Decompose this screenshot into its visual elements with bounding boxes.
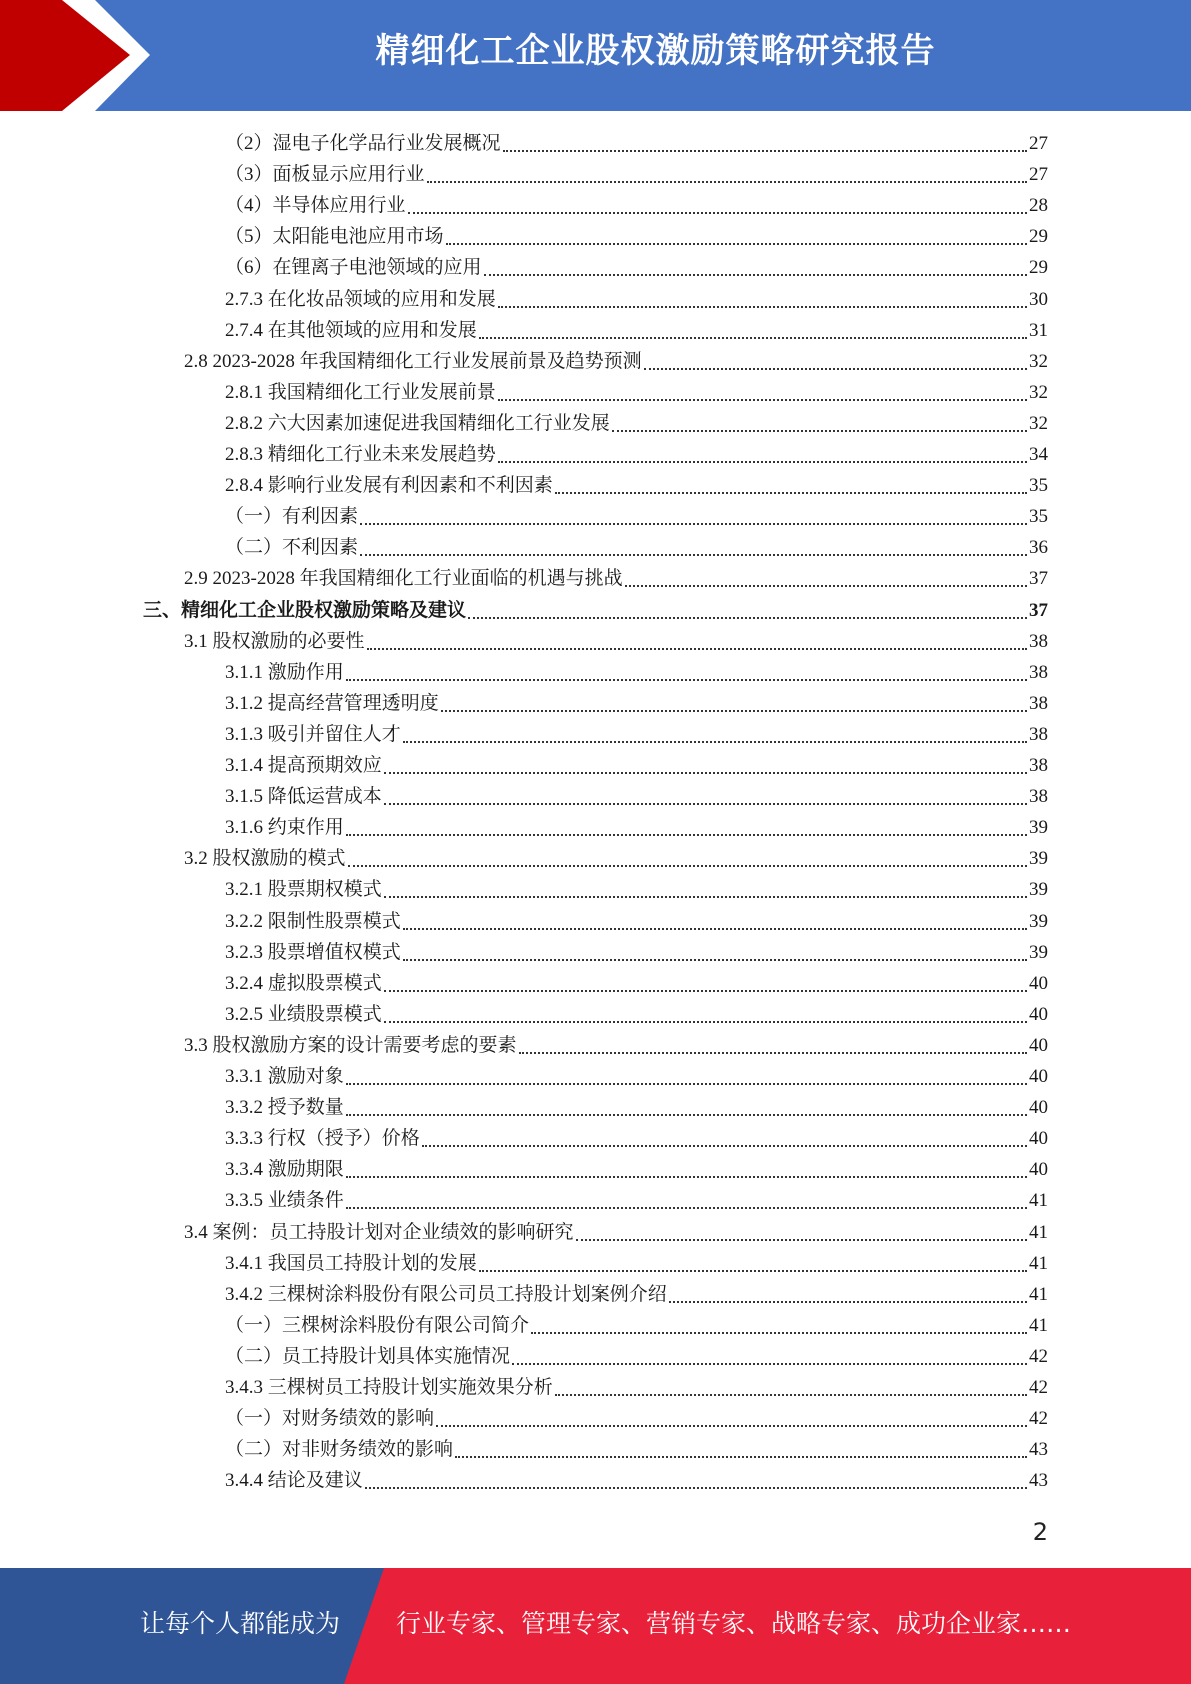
toc-entry-label: （一）有利因素: [225, 506, 359, 528]
toc-dot-leader: [436, 1394, 1027, 1427]
toc-dot-leader: [346, 803, 1027, 836]
toc-entry-page: 36: [1029, 537, 1048, 559]
toc-dot-leader: [576, 1208, 1027, 1241]
toc-dot-leader: [403, 710, 1027, 743]
toc-entry-page: 40: [1029, 1034, 1048, 1056]
toc-entry-page: 38: [1029, 723, 1048, 745]
toc-dot-leader: [403, 928, 1027, 961]
toc-dot-leader: [346, 1052, 1027, 1085]
toc-dot-leader: [346, 1145, 1027, 1178]
toc-dot-leader: [484, 243, 1027, 276]
toc-dot-leader: [555, 461, 1027, 494]
toc-entry[interactable]: [225, 1465, 1048, 1496]
toc-entry-label: 3.1.4 提高预期效应: [225, 755, 382, 776]
toc-entry-page: 28: [1029, 195, 1048, 217]
toc-entry-page: 39: [1029, 910, 1048, 932]
toc-entry-page: 32: [1029, 350, 1048, 372]
toc-entry-label: 3.2.4 虚拟股票模式: [225, 972, 382, 994]
toc-entry-label: （二）对非财务绩效的影响: [225, 1439, 454, 1461]
toc-dot-leader: [367, 617, 1027, 650]
toc-entry-label: 3.4.3 三棵树员工持股计划实施效果分析: [225, 1377, 553, 1398]
toc-entry-page: 27: [1029, 133, 1048, 154]
toc-entry-label: 3.1.2 提高经营管理透明度: [225, 692, 439, 714]
toc-entry-page: 29: [1029, 226, 1048, 248]
toc-entry-page: 29: [1029, 257, 1048, 279]
toc-entry-page: 31: [1029, 319, 1048, 341]
toc-dot-leader: [384, 741, 1027, 774]
toc-entry-label: 2.8.3 精细化工行业未来发展趋势: [225, 444, 496, 465]
toc-dot-leader: [360, 523, 1027, 556]
toc-entry-label: 三、精细化工企业股权激励策略及建议: [143, 599, 467, 621]
toc-entry-label: 3.1.1 激励作用: [225, 661, 344, 683]
toc-dot-leader: [468, 586, 1027, 619]
toc-dot-leader: [644, 337, 1027, 370]
toc-entry-page: 30: [1029, 288, 1048, 310]
toc-entry-page: 40: [1029, 1128, 1048, 1150]
toc-entry-page: 40: [1029, 1097, 1048, 1119]
toc-entry-page: 32: [1029, 412, 1048, 434]
toc-entry-page: 42: [1029, 1377, 1048, 1398]
toc-entry-label: 3.2.2 限制性股票模式: [225, 910, 401, 932]
toc-entry-page: 40: [1029, 972, 1048, 994]
toc-dot-leader: [403, 897, 1027, 930]
toc-entry-page: 34: [1029, 444, 1048, 465]
toc-entry-label: 2.8.4 影响行业发展有利因素和不利因素: [225, 475, 553, 497]
toc-dot-leader: [384, 772, 1027, 805]
document-title: 精细化工企业股权激励策略研究报告: [375, 31, 936, 71]
toc-entry-label: 2.8.2 六大因素加速促进我国精细化工行业发展: [225, 412, 610, 434]
toc-dot-leader: [348, 834, 1027, 867]
toc-entry-page: 38: [1029, 630, 1048, 652]
toc-dot-leader: [498, 430, 1027, 463]
toc-entry-page: 43: [1029, 1439, 1048, 1461]
footer-slogan-right: 行业专家、管理专家、营销专家、战略专家、成功企业家……: [396, 1609, 1072, 1638]
toc-entry-page: 40: [1029, 1066, 1048, 1087]
toc-entry-label: 3.4 案例：员工持股计划对企业绩效的影响研究: [184, 1221, 574, 1243]
toc-dot-leader: [346, 648, 1027, 681]
toc-dot-leader: [479, 306, 1027, 339]
toc-entry-page: 39: [1029, 879, 1048, 901]
toc-dot-leader: [625, 554, 1027, 587]
toc-entry-page: 38: [1029, 786, 1048, 808]
toc-dot-leader: [479, 1239, 1027, 1272]
toc-entry-label: 2.8.1 我国精细化工行业发展前景: [225, 381, 496, 403]
toc-entry-label: （二）不利因素: [225, 537, 359, 559]
toc-dot-leader: [384, 990, 1027, 1023]
toc-entry-label: 2.7.3 在化妆品领域的应用和发展: [225, 288, 496, 310]
toc-entry-label: （一）三棵树涂料股份有限公司简介: [225, 1314, 530, 1336]
toc-entry-label: 3.3 股权激励方案的设计需要考虑的要素: [184, 1034, 517, 1056]
toc-dot-leader: [519, 1021, 1027, 1054]
toc-dot-leader: [384, 865, 1027, 898]
toc-dot-leader: [498, 368, 1027, 401]
toc-dot-leader: [384, 959, 1027, 992]
toc-dot-leader: [446, 212, 1027, 245]
toc-entry-page: 37: [1029, 599, 1048, 621]
toc-entry-page: 38: [1029, 661, 1048, 683]
toc-entry-label: 3.1.5 降低运营成本: [225, 786, 382, 808]
page-footer: [0, 1568, 1191, 1684]
toc-entry-label: （6）在锂离子电池领域的应用: [225, 257, 482, 279]
toc-entry-page: 32: [1029, 381, 1048, 403]
toc-entry-label: 3.3.3 行权（授予）价格: [225, 1128, 420, 1150]
toc-dot-leader: [498, 275, 1027, 308]
toc-entry-page: 35: [1029, 475, 1048, 497]
toc-entry-page: 27: [1029, 164, 1048, 186]
toc-entry-page: 38: [1029, 755, 1048, 776]
toc-dot-leader: [346, 1083, 1027, 1116]
toc-entry-page: 43: [1029, 1470, 1048, 1492]
toc-entry-label: 3.4.1 我国员工持股计划的发展: [225, 1252, 477, 1274]
toc-entry-page: 42: [1029, 1345, 1048, 1367]
toc-dot-leader: [422, 1114, 1027, 1147]
toc-entry-label: 3.4.2 三棵树涂料股份有限公司员工持股计划案例介绍: [225, 1283, 667, 1305]
page-number: 2: [1032, 1518, 1048, 1546]
toc-entry-label: 3.2.1 股票期权模式: [225, 879, 382, 901]
toc-dot-leader: [531, 1301, 1027, 1334]
toc-dot-leader: [365, 1456, 1027, 1489]
toc-dot-leader: [612, 399, 1027, 432]
toc-dot-leader: [441, 679, 1027, 712]
page-header: [0, 0, 1191, 111]
toc-entry-label: 3.1.6 约束作用: [225, 817, 344, 839]
toc-entry-label: （二）员工持股计划具体实施情况: [225, 1345, 511, 1367]
toc-entry-label: （2）湿电子化学品行业发展概况: [225, 133, 501, 154]
toc-entry-label: 2.8 2023-2028 年我国精细化工行业发展前景及趋势预测: [184, 350, 642, 372]
toc-entry-label: （一）对财务绩效的影响: [225, 1408, 435, 1430]
toc-entry-page: 42: [1029, 1408, 1048, 1430]
toc-entry-label: 3.2.3 股票增值权模式: [225, 941, 401, 963]
toc-dot-leader: [360, 492, 1027, 525]
toc-dot-leader: [427, 150, 1027, 183]
toc-entry-page: 38: [1029, 692, 1048, 714]
toc-entry-label: 3.1 股权激励的必要性: [184, 630, 365, 652]
toc-dot-leader: [346, 1176, 1027, 1209]
toc-entry-label: 3.2.5 业绩股票模式: [225, 1003, 382, 1025]
toc-dot-leader: [503, 119, 1027, 152]
toc-dot-leader: [408, 181, 1027, 214]
toc-entry-label: （4）半导体应用行业: [225, 195, 406, 217]
toc-dot-leader: [455, 1425, 1027, 1458]
toc-entry-page: 41: [1029, 1221, 1048, 1243]
toc-entry-label: 3.3.5 业绩条件: [225, 1190, 344, 1212]
toc-entry-label: （3）面板显示应用行业: [225, 164, 425, 186]
toc-entry-label: 2.7.4 在其他领域的应用和发展: [225, 319, 477, 341]
toc-entry-page: 41: [1029, 1252, 1048, 1274]
toc-entry-page: 41: [1029, 1283, 1048, 1305]
toc-entry-page: 40: [1029, 1159, 1048, 1181]
toc-entry-label: 3.1.3 吸引并留住人才: [225, 723, 401, 745]
toc-dot-leader: [512, 1332, 1027, 1365]
toc-entry-page: 40: [1029, 1003, 1048, 1025]
toc-entry-label: 3.3.4 激励期限: [225, 1159, 344, 1181]
footer-slogan-left: 让每个人都能成为: [140, 1609, 341, 1638]
toc-entry-page: 35: [1029, 506, 1048, 528]
toc-dot-leader: [555, 1363, 1027, 1396]
toc-entry-page: 39: [1029, 848, 1048, 870]
toc-entry-label: 3.3.2 授予数量: [225, 1097, 344, 1119]
toc-entry-page: 39: [1029, 941, 1048, 963]
toc-entry-label: （5）太阳能电池应用市场: [225, 226, 444, 248]
toc-entry-label: 3.2 股权激励的模式: [184, 848, 346, 870]
toc-entry-label: 3.4.4 结论及建议: [225, 1470, 363, 1492]
toc-entry-page: 39: [1029, 817, 1048, 839]
toc-entry-page: 41: [1029, 1190, 1048, 1212]
toc-entry-page: 37: [1029, 568, 1048, 590]
toc-dot-leader: [669, 1270, 1027, 1303]
toc-entry-label: 2.9 2023-2028 年我国精细化工行业面临的机遇与挑战: [184, 568, 623, 590]
toc-entry-page: 41: [1029, 1314, 1048, 1336]
toc-entry-label: 3.3.1 激励对象: [225, 1066, 344, 1087]
